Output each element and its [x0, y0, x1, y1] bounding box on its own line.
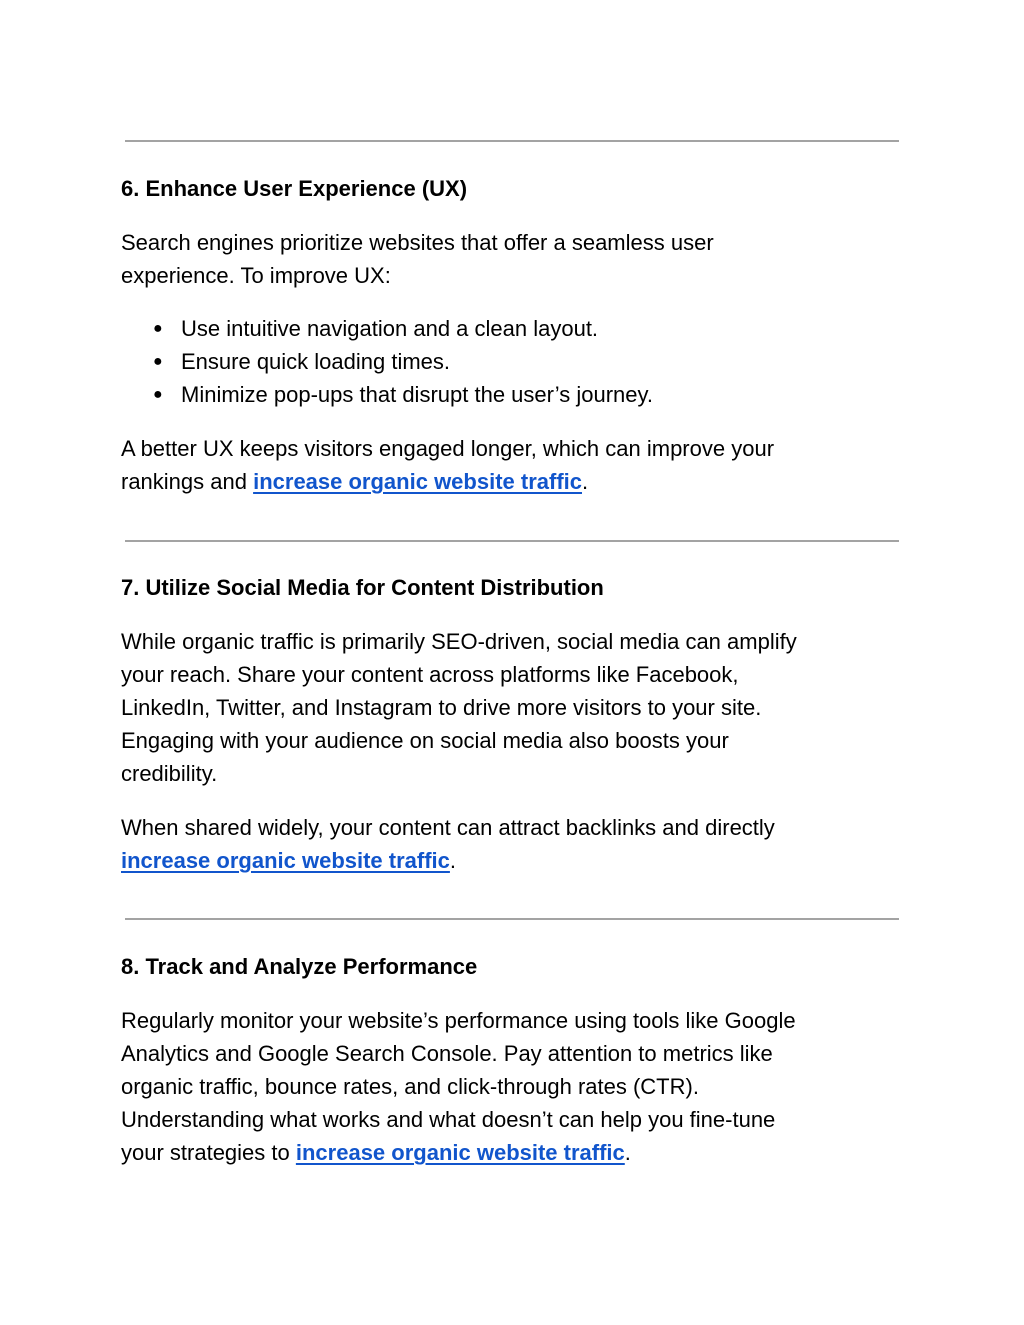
section-6-closing-line	[121, 465, 911, 498]
bullet-icon: ●	[153, 320, 163, 337]
organic-traffic-link[interactable]: increase organic website traffic	[121, 848, 450, 873]
horizontal-rule	[125, 918, 899, 920]
section-7-closing-line: When shared widely, your content can attract backlinks and directly	[121, 815, 775, 840]
section-8-body-line: Analytics and Google Search Console. Pay attention to metrics like	[121, 1041, 773, 1066]
section-7-intro-line: credibility.	[121, 761, 218, 786]
closing-suffix: .	[624, 1140, 631, 1165]
bullet-icon: ●	[153, 386, 163, 403]
section-6-intro	[121, 226, 911, 292]
bullet-icon: ●	[153, 353, 163, 370]
section-8-body-line: Understanding what works and what doesn’t can help you fine-tune	[121, 1107, 776, 1132]
list-item-text: Use intuitive navigation and a clean layout.	[181, 316, 599, 341]
organic-traffic-link[interactable]: increase organic website traffic	[253, 469, 582, 494]
section-7-intro-line: your reach. Share your content across platforms like Facebook,	[121, 662, 739, 687]
closing-suffix: .	[582, 469, 589, 494]
section-7-intro-line: While organic traffic is primarily SEO-driven, social media can amplify	[121, 629, 797, 654]
horizontal-rule	[125, 140, 899, 142]
section-6-closing	[121, 432, 911, 498]
section-6-intro-line: Search engines prioritize websites that offer a seamless user	[121, 230, 714, 255]
section-7-closing	[121, 811, 911, 877]
section-7-intro-line: LinkedIn, Twitter, and Instagram to drive more visitors to your site.	[121, 695, 762, 720]
list-item	[121, 378, 653, 411]
section-8-body-line: Regularly monitor your website’s performance using tools like Google	[121, 1008, 796, 1033]
section-7-intro	[121, 625, 911, 790]
section-6-heading: 6. Enhance User Experience (UX)	[121, 176, 468, 201]
list-item-text: Minimize pop-ups that disrupt the user’s journey.	[181, 382, 654, 407]
section-8-heading: 8. Track and Analyze Performance	[121, 954, 478, 979]
closing-prefix: your strategies to	[121, 1140, 296, 1165]
list-item-text: Ensure quick loading times.	[181, 349, 451, 374]
list-item	[121, 312, 653, 345]
section-6-intro-line: experience. To improve UX:	[121, 263, 391, 288]
section-6-closing-line: A better UX keeps visitors engaged longer, which can improve your	[121, 436, 775, 461]
section-8-body-line	[121, 1136, 911, 1169]
list-item	[121, 345, 653, 378]
section-8-body-line: organic traffic, bounce rates, and click-through rates (CTR).	[121, 1074, 699, 1099]
section-7-heading: 7. Utilize Social Media for Content Distribution	[121, 575, 604, 600]
organic-traffic-link[interactable]: increase organic website traffic	[295, 1140, 625, 1165]
section-6-bullet-list	[121, 312, 653, 411]
section-7-closing-line	[121, 844, 911, 877]
closing-suffix: .	[449, 848, 457, 873]
section-7-intro-line: Engaging with your audience on social media also boosts your	[121, 728, 729, 753]
section-8-body	[121, 1004, 911, 1169]
closing-prefix: rankings and	[121, 469, 254, 494]
horizontal-rule	[125, 540, 899, 542]
